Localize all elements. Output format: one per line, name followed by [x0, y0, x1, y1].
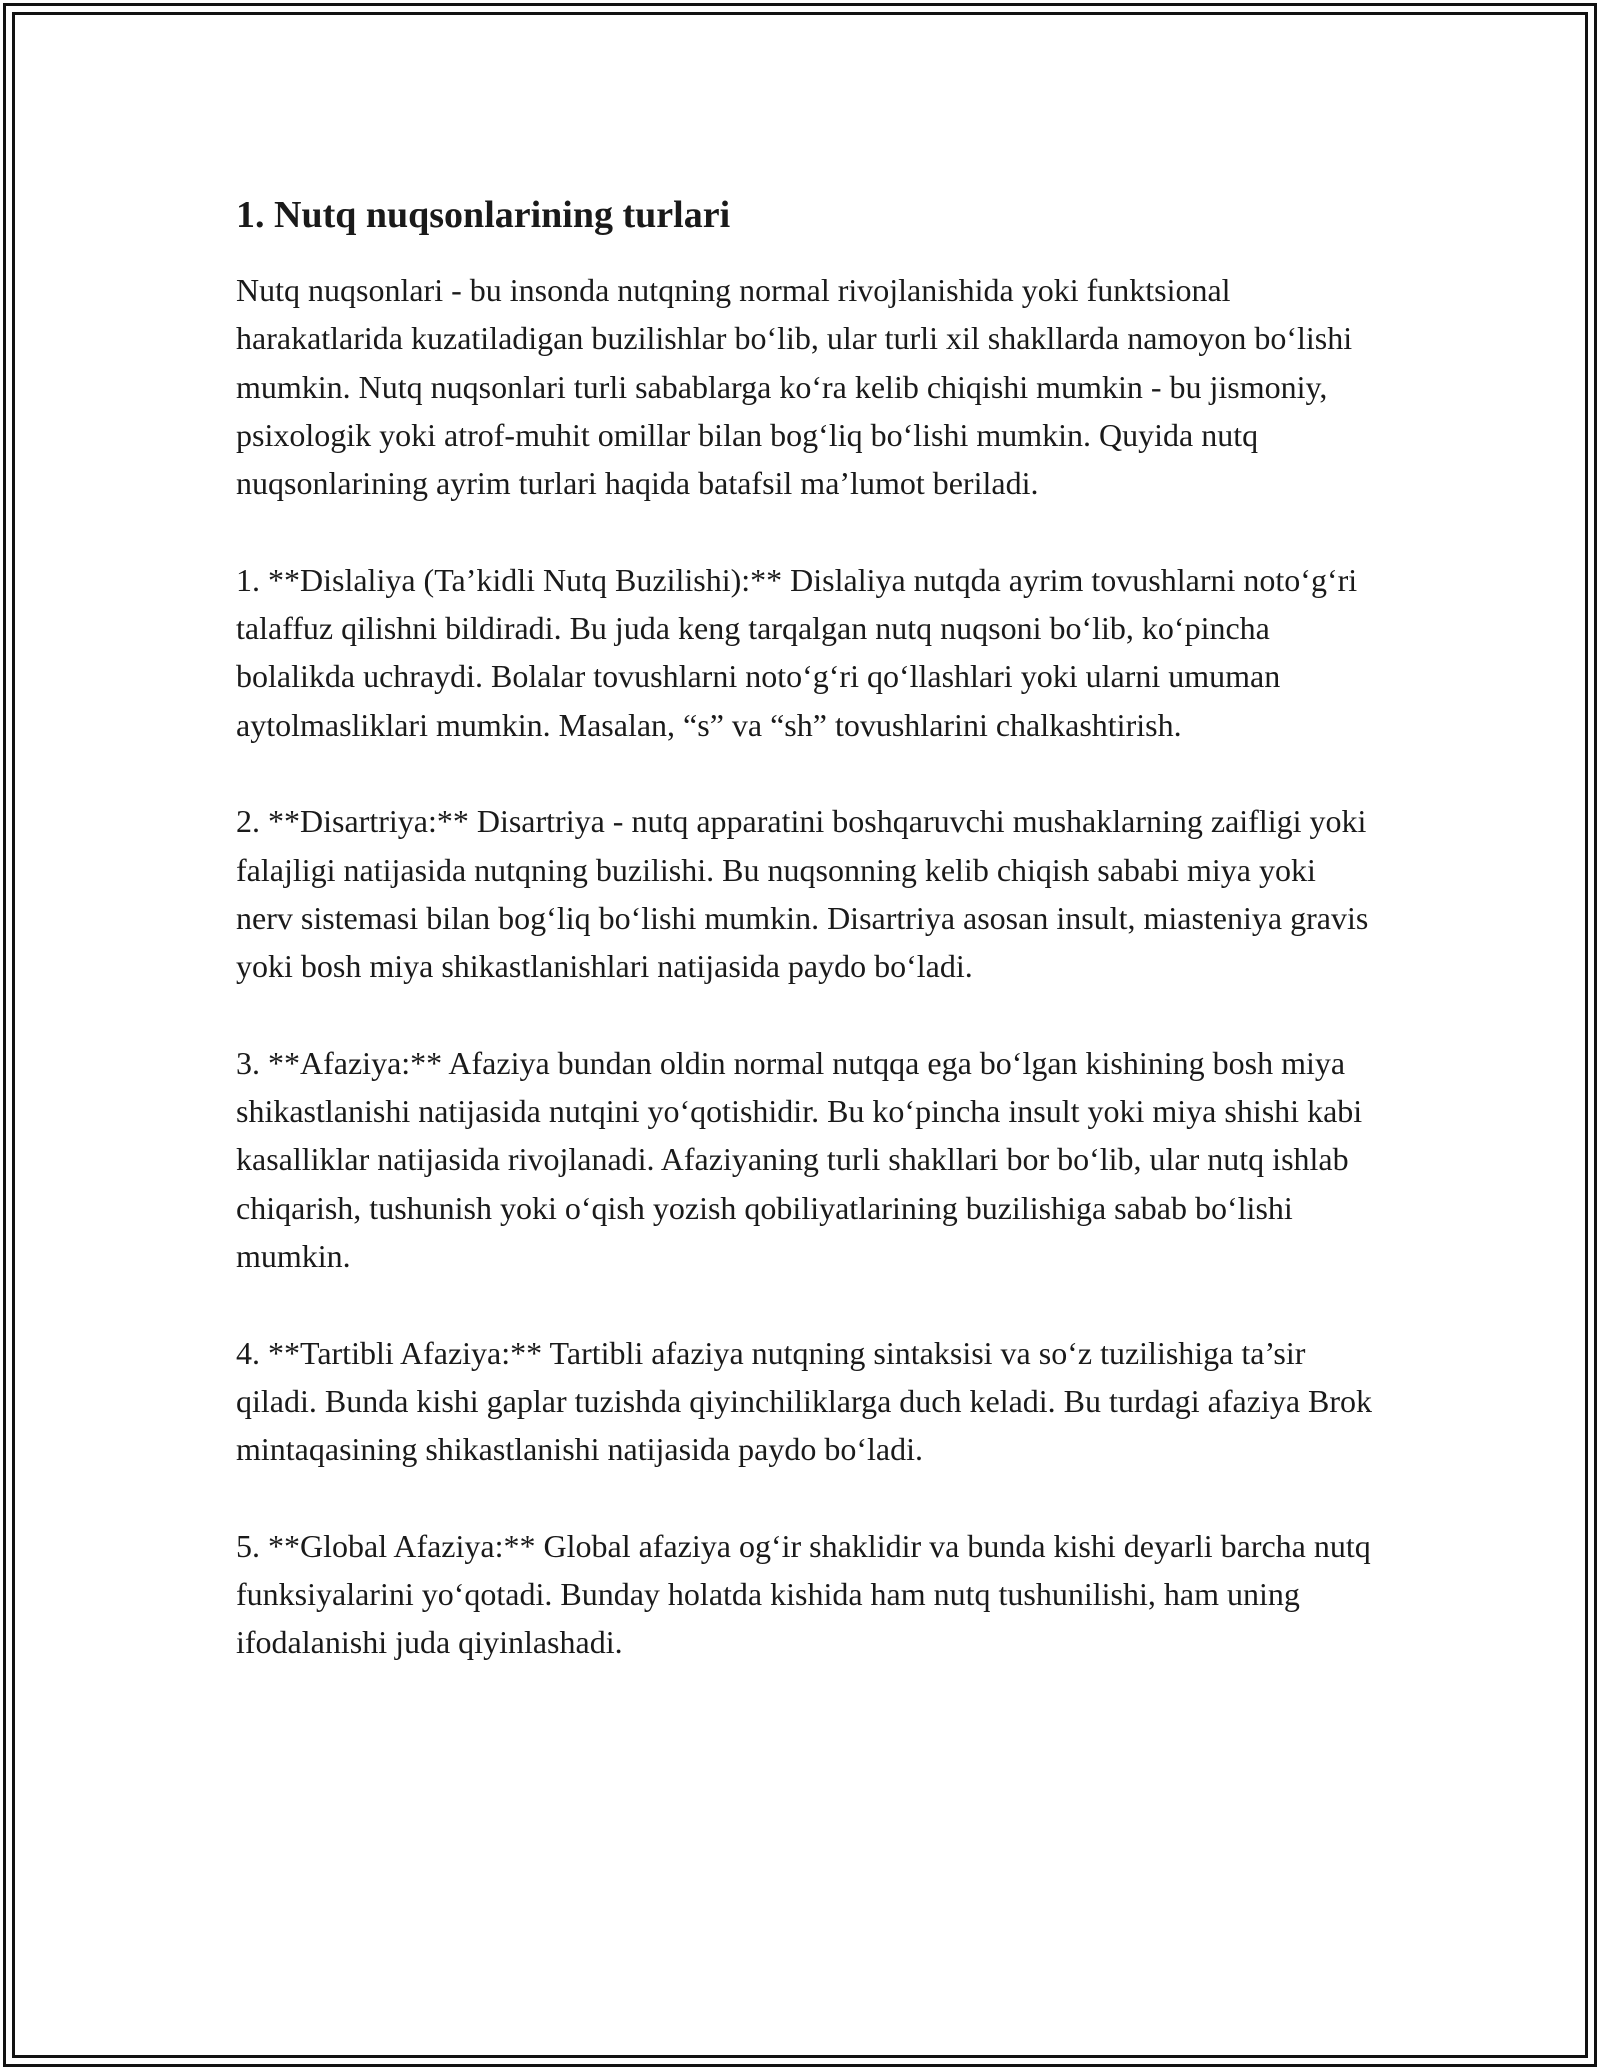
list-item-disartriya: 2. **Disartriya:** Disartriya - nutq apparatini boshqaruvchi mushaklarning zaifligi yoki falajligi natijasida nutqning buzilishi. Bu nuqsonning kelib chiqish sababi miya yoki nerv sistemasi bilan bog‘liq bo‘lishi mumkin. Disartriya asosan insult, miasteniya gravis yoki bosh miya shikastlanishlari natijasida paydo bo‘ladi.: [236, 803, 1369, 985]
section-heading: 1. Nutq nuqsonlarining turlari: [236, 194, 731, 236]
list-item-dislaliya: 1. **Dislaliya (Ta’kidli Nutq Buzilishi):** Dislaliya nutqda ayrim tovushlarni noto‘g‘ri talaffuz qilishni bildiradi. Bu juda keng tarqalgan nutq nuqsoni bo‘lib, ko‘pincha bolalikda uchraydi. Bolalar tovushlarni noto‘g‘ri qo‘llashlari yoki ularni umuman aytolmasliklari mumkin. Masalan, “s” va “sh” tovushlarini chalkashtirish.: [236, 561, 1358, 743]
list-item-global-afaziya: 5. **Global Afaziya:** Global afaziya og‘ir shaklidir va bunda kishi deyarli barcha nutq funksiyalarini yo‘qotadi. Bunday holatda kishida ham nutq tushunilishi, ham uning ifodalanishi juda qiyinlashadi.: [236, 1527, 1371, 1661]
document-page: [236, 190, 1376, 1715]
list-item-afaziya: 3. **Afaziya:** Afaziya bundan oldin normal nutqqa ega bo‘lgan kishining bosh miya shikastlanishi natijasida nutqini yo‘qotishidir. Bu ko‘pincha insult yoki miya shishi kabi kasalliklar natijasida rivojlanadi. Afaziyaning turli shakllari bor bo‘lib, ular nutq ishlab chiqarish, tushunish yoki o‘qish yozish qobiliyatlarining buzilishiga sabab bo‘lishi mumkin.: [236, 1044, 1363, 1274]
list-item-tartibli-afaziya: 4. **Tartibli Afaziya:** Tartibli afaziya nutqning sintaksisi va so‘z tuzilishiga ta’sir qiladi. Bunda kishi gaplar tuzishda qiyinchiliklarga duch keladi. Bu turdagi afaziya Brok mintaqasining shikastlanishi natijasida paydo bo‘ladi.: [236, 1334, 1373, 1468]
intro-paragraph: Nutq nuqsonlari - bu insonda nutqning normal rivojlanishida yoki funktsional harakatlarida kuzatiladigan buzilishlar bo‘lib, ular turli xil shakllarda namoyon bo‘lishi mumkin. Nutq nuqsonlari turli sabablarga ko‘ra kelib chiqishi mumkin - bu jismoniy, psixologik yoki atrof-muhit omillar bilan bog‘liq bo‘lishi mumkin. Quyida nutq nuqsonlarining ayrim turlari haqida batafsil ma’lumot beriladi.: [236, 272, 1353, 502]
